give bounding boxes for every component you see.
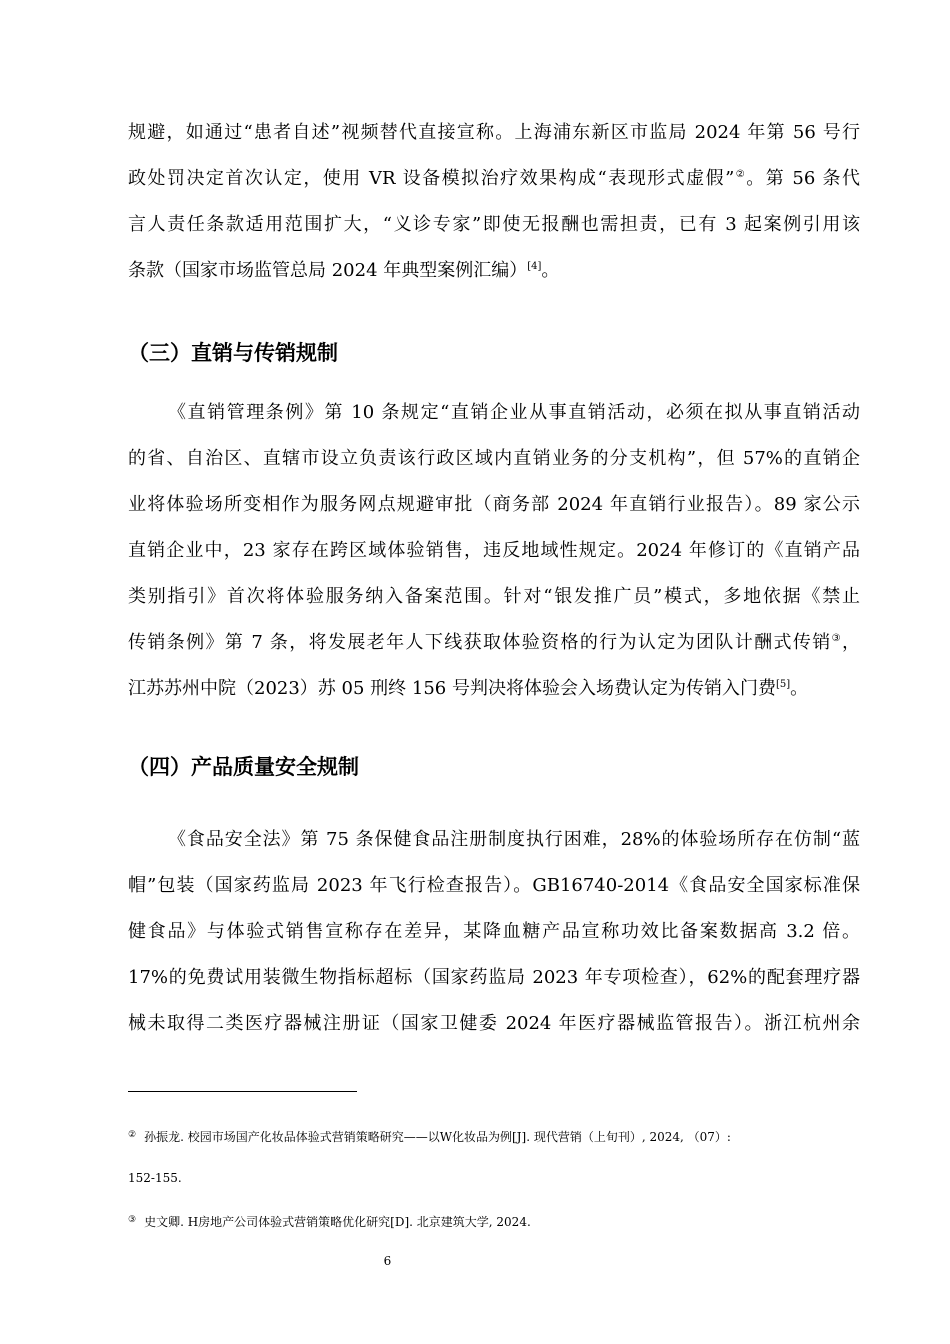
text-segment: 。 bbox=[541, 260, 560, 281]
text-line: 帽”包装（国家药监局 2023 年飞行检查报告）。GB16740-2014《食品安全国家标准保 bbox=[128, 875, 860, 896]
footnote-mark: ③ bbox=[128, 1215, 137, 1225]
footnote-mark[interactable]: ③ bbox=[831, 633, 842, 644]
text-segment: ， bbox=[842, 632, 860, 653]
paragraph-advertising-continued bbox=[128, 110, 860, 294]
footnote-text: 孙振龙. 校园市场国产化妆品体验式营销策略研究——以W化妆品为例[J]. 现代营销（上旬刊）, 2024, （07）: bbox=[144, 1130, 731, 1144]
text-line bbox=[128, 248, 860, 294]
text-line: 健食品》与体验式销售宣称存在差异，某降血糖产品宣称功效比备案数据高 3.2 倍。 bbox=[128, 921, 860, 942]
text-segment: 传销条例》第 7 条，将发展老年人下线获取体验资格的行为认定为团队计酬式传销 bbox=[128, 632, 832, 653]
text-line: 的省、自治区、直辖市设立负责该行政区域内直销业务的分支机构”，但 57%的直销企 bbox=[128, 448, 860, 469]
paragraph-direct-selling bbox=[128, 390, 860, 712]
page-number: 6 bbox=[383, 1254, 392, 1268]
text-line: 直销企业中，23 家存在跨区域体验销售，违反地域性规定。2024 年修订的《直销产品 bbox=[128, 540, 860, 561]
text-line: 械未取得二类医疗器械注册证（国家卫健委 2024 年医疗器械监管报告）。浙江杭州余 bbox=[128, 1013, 860, 1034]
section-heading-product-quality: （四）产品质量安全规制 bbox=[128, 755, 359, 779]
section-heading-direct-selling: （三）直销与传销规制 bbox=[128, 341, 338, 365]
paragraph-product-quality bbox=[128, 817, 860, 1047]
text-line bbox=[128, 620, 860, 666]
citation-ref[interactable]: [4] bbox=[527, 261, 542, 272]
footnote-2-continuation: 152-155. bbox=[128, 1171, 182, 1185]
text-line: 言人责任条款适用范围扩大，“义诊专家”即使无报酬也需担责，已有 3 起案例引用该 bbox=[128, 214, 860, 235]
footnote-text: 史文卿. H房地产公司体验式营销策略优化研究[D]. 北京建筑大学, 2024. bbox=[144, 1215, 531, 1229]
footnote-mark: ② bbox=[128, 1130, 137, 1140]
footnote-mark[interactable]: ② bbox=[734, 169, 747, 180]
text-segment: 政处罚决定首次认定，使用 VR 设备模拟治疗效果构成“表现形式虚假” bbox=[128, 168, 735, 189]
text-line: 《食品安全法》第 75 条保健食品注册制度执行困难，28%的体验场所存在仿制“蓝 bbox=[168, 829, 860, 850]
text-line: 《直销管理条例》第 10 条规定“直销企业从事直销活动，必须在拟从事直销活动 bbox=[168, 402, 860, 423]
text-line: 业将体验场所变相作为服务网点规避审批（商务部 2024 年直销行业报告）。89 家公示 bbox=[128, 494, 860, 515]
text-segment: 条款（国家市场监管总局 2024 年典型案例汇编） bbox=[128, 260, 528, 281]
footnote-3 bbox=[128, 1211, 531, 1231]
text-segment: 。 bbox=[790, 678, 809, 699]
text-segment: 。第 56 条代 bbox=[746, 168, 861, 189]
text-line bbox=[128, 156, 860, 202]
text-segment: 江苏苏州中院（2023）苏 05 刑终 156 号判决将体验会入场费认定为传销入门费 bbox=[128, 678, 776, 699]
text-line bbox=[128, 666, 860, 712]
citation-ref[interactable]: [5] bbox=[775, 679, 791, 690]
footnote-2 bbox=[128, 1126, 731, 1146]
text-line: 类别指引》首次将体验服务纳入备案范围。针对“银发推广员”模式，多地依据《禁止 bbox=[128, 586, 860, 607]
text-line: 规避，如通过“患者自述”视频替代直接宣称。上海浦东新区市监局 2024 年第 56 号行 bbox=[128, 122, 860, 143]
footnote-separator bbox=[128, 1091, 357, 1092]
text-line: 17%的免费试用装微生物指标超标（国家药监局 2023 年专项检查），62%的配套理疗器 bbox=[128, 967, 860, 988]
